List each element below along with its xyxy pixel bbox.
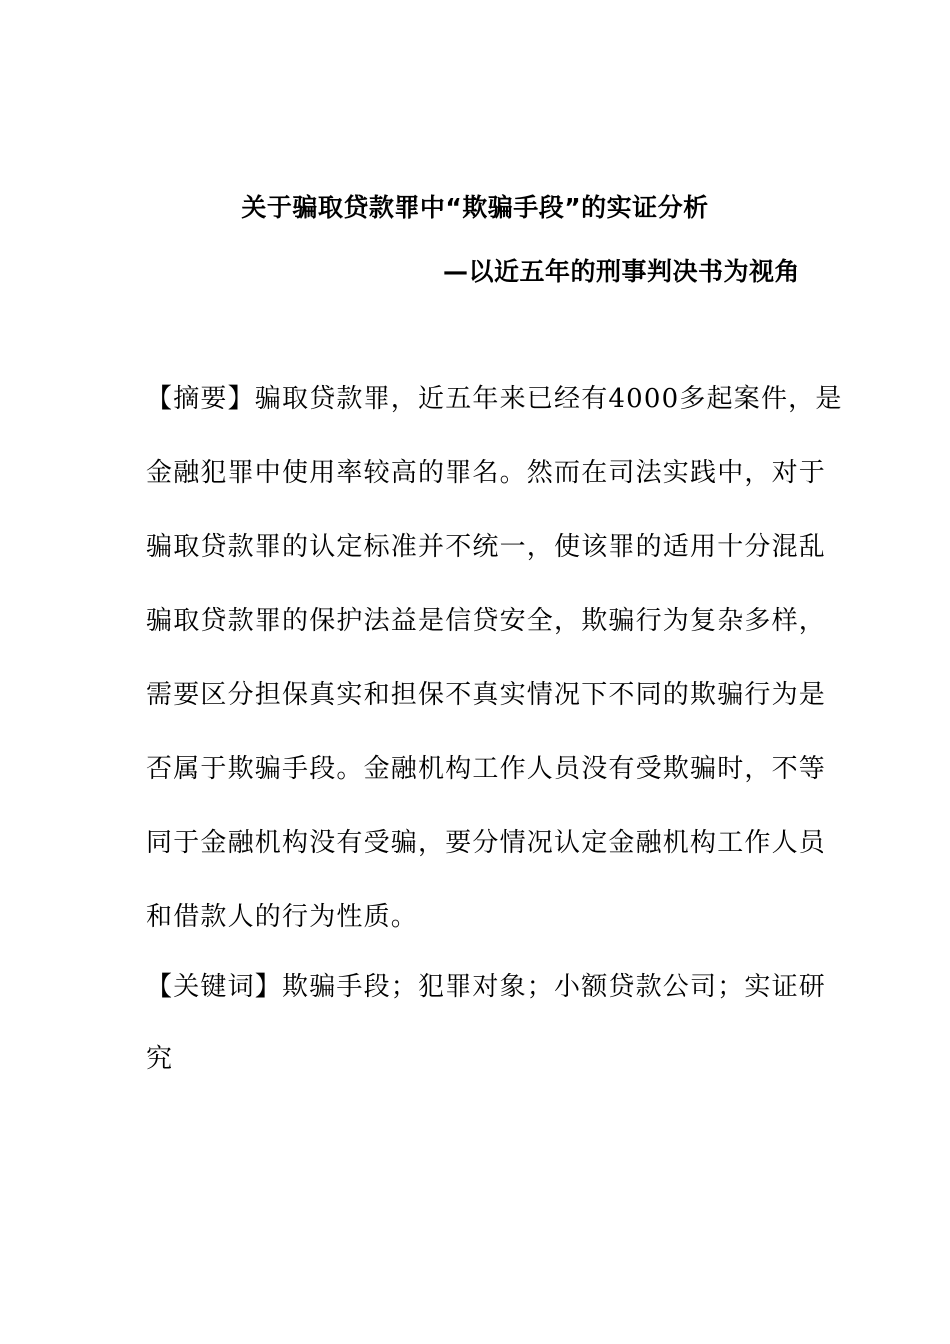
abstract-line: 需要区分担保真实和担保不真实情况下不同的欺骗行为是	[146, 680, 827, 710]
abstract-line: 同于金融机构没有受骗，要分情况认定金融机构工作人员	[146, 828, 827, 858]
abstract-line: 骗取贷款罪的保护法益是信贷安全，欺骗行为复杂多样，	[146, 606, 827, 636]
abstract-line: 金融犯罪中使用率较高的罪名。然而在司法实践中，对于	[146, 458, 827, 488]
document-subtitle: —以近五年的刑事判决书为视角	[442, 257, 800, 286]
keywords-line: 究	[146, 1044, 174, 1074]
abstract-line: 和借款人的行为性质。	[146, 902, 419, 932]
keywords-paragraph	[146, 951, 827, 1095]
keywords-line: 【关键词】欺骗手段；犯罪对象；小额贷款公司；实证研	[146, 972, 827, 1002]
document-title: 关于骗取贷款罪中“欺骗手段”的实证分析	[241, 193, 709, 222]
abstract-line: 否属于欺骗手段。金融机构工作人员没有受欺骗时，不等	[146, 754, 827, 784]
abstract-paragraph	[146, 362, 843, 954]
abstract-line: 骗取贷款罪的认定标准并不统一，使该罪的适用十分混乱	[146, 532, 827, 562]
abstract-line: 【摘要】骗取贷款罪，近五年来已经有4000多起案件，是	[146, 384, 843, 414]
